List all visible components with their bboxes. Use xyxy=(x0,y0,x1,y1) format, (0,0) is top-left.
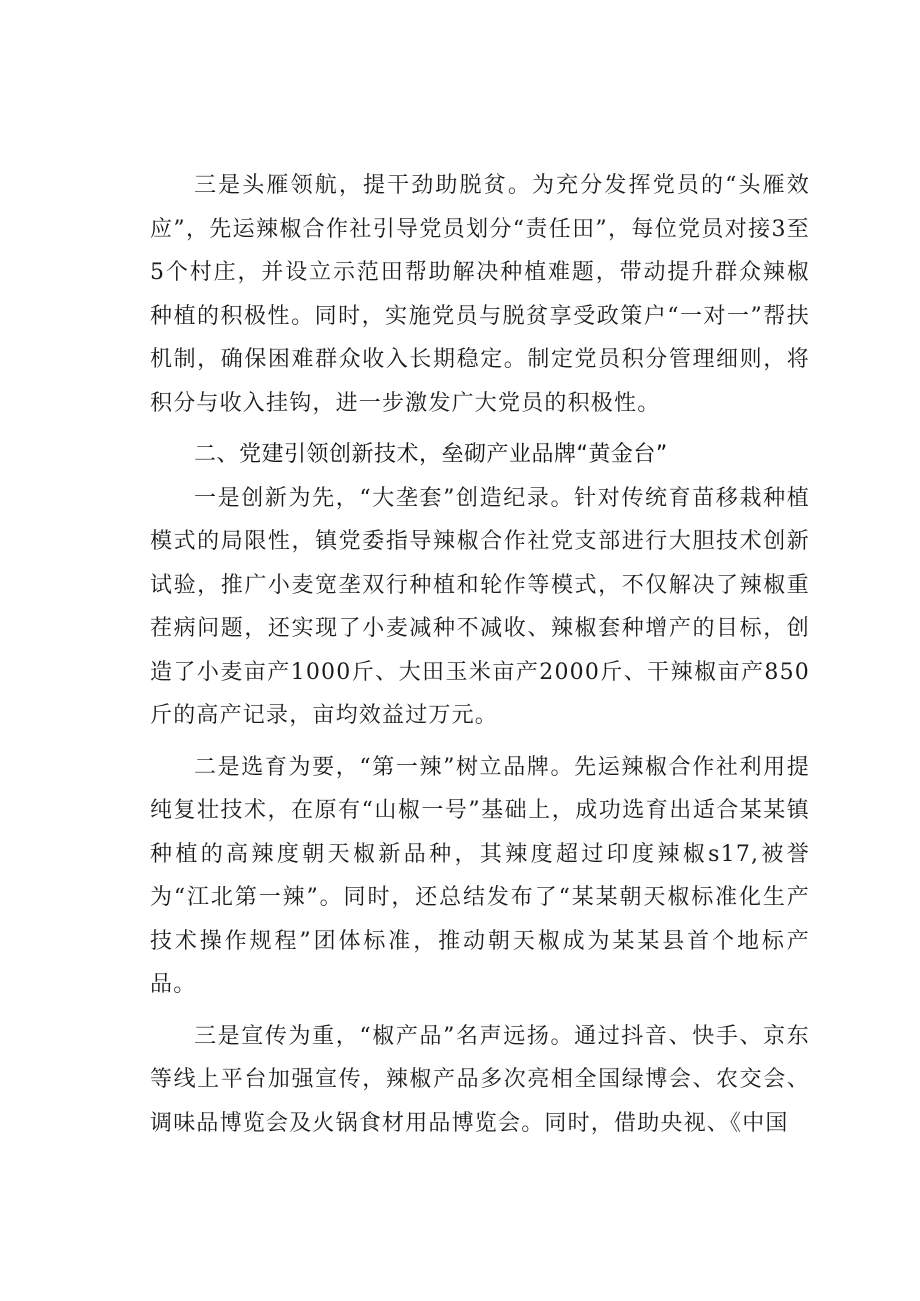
section-heading: 二、党建引领创新技术，垒砌产业品牌“黄金台” xyxy=(194,442,668,467)
paragraph-innovation: 一是创新为先，“大垄套”创造纪录。针对传统育苗移栽种植模式的局限性，镇党委指导辣椒合作社党支部进行大胆技术创新试验，推广小麦宽垄双行种植和轮作等模式，不仅解决了辣椒重茬病问题，还实现了小麦减种不减收、辣椒套种增产的目标，创造了小麦亩产1000斤、大田玉米亩产2000斤、干辣椒亩产850斤的高产记录，亩均效益过万元。 xyxy=(150,485,810,728)
paragraph-publicity: 三是宣传为重，“椒产品”名声远扬。通过抖音、快手、京东等线上平台加强宣传，辣椒产品多次亮相全国绿博会、农交会、调味品博览会及火锅食材用品博览会。同时，借助央视、《中国 xyxy=(150,1023,810,1136)
paragraph-breeding: 二是选育为要，“第一辣”树立品牌。先运辣椒合作社利用提纯复壮技术，在原有“山椒一号”基础上，成功选育出适合某某镇种植的高辣度朝天椒新品种，其辣度超过印度辣椒s17,被誉为“江北第一辣”。同时，还总结发布了“某某朝天椒标准化生产技术操作规程”团体标准，推动朝天椒成为某某县首个地标产品。 xyxy=(150,754,810,997)
document-body xyxy=(150,164,810,1145)
paragraph-leader-party-members: 三是头雁领航，提干劲助脱贫。为充分发挥党员的“头雁效应”，先运辣椒合作社引导党员划分“责任田”，每位党员对接3至5个村庄，并设立示范田帮助解决种植难题，带动提升群众辣椒种植的积极性。同时，实施党员与脱贫享受政策户“一对一”帮扶机制，确保困难群众收入长期稳定。制定党员积分管理细则，将积分与收入挂钩，进一步激发广大党员的积极性。 xyxy=(150,173,810,416)
